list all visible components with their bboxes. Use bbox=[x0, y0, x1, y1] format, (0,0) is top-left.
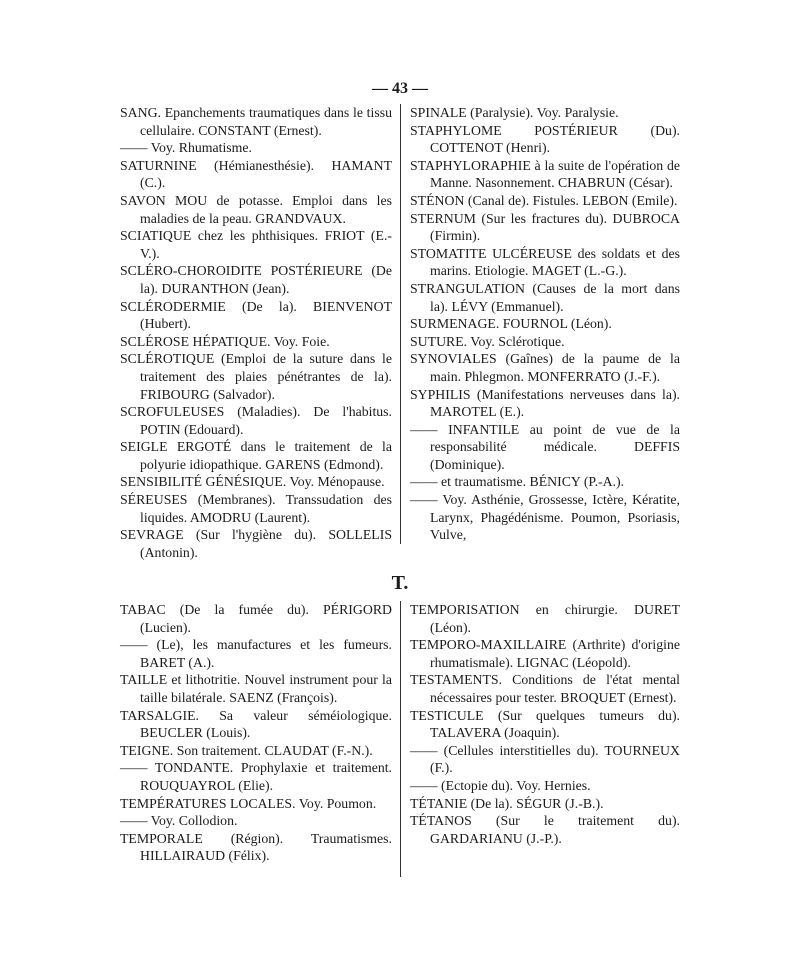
index-entry: SYPHILIS (Manifestations nerveuses dans la). MAROTEL (E.). bbox=[410, 386, 680, 420]
index-entry: SCLÉROTIQUE (Emploi de la suture dans le traitement des plaies pénétrantes de la). FRIBOURG (Salvador). bbox=[120, 351, 392, 402]
column-left bbox=[120, 104, 392, 561]
index-entry: SEIGLE ERGOTÉ dans le traitement de la polyurie idiopathique. GARENS (Edmond). bbox=[120, 439, 392, 472]
index-entry: STÉNON (Canal de). Fistules. LEBON (Emile). bbox=[410, 192, 678, 208]
section-heading: T. bbox=[391, 572, 409, 594]
index-entry: TEMPORISATION en chirurgie. DURET (Léon). bbox=[410, 602, 680, 635]
index-entry: TARSALGIE. Sa valeur séméiologique. BEUCLER (Louis). bbox=[120, 707, 392, 741]
column-divider bbox=[400, 104, 401, 544]
column-left bbox=[120, 601, 392, 865]
index-entry: SATURNINE (Hémianesthésie). HAMANT (C.). bbox=[120, 157, 392, 191]
index-entry: STRANGULATION (Causes de la mort dans la). LÉVY (Emmanuel). bbox=[410, 280, 680, 314]
index-entry: TEMPORALE (Région). Traumatismes. HILLAIRAUD (Félix). bbox=[120, 830, 392, 864]
index-entry: TEIGNE. Son traitement. CLAUDAT (F.-N.). bbox=[120, 742, 373, 758]
column-right bbox=[410, 601, 680, 847]
index-entry: TÉTANIE (De la). SÉGUR (J.-B.). bbox=[410, 795, 604, 811]
index-entry: —— (Cellules interstitielles du). TOURNEUX (F.). bbox=[410, 742, 680, 776]
index-entry: SURMENAGE. FOURNOL (Léon). bbox=[410, 316, 612, 332]
index-entry: SCLÉROSE HÉPATIQUE. Voy. Foie. bbox=[120, 333, 330, 349]
index-entry: SEVRAGE (Sur l'hygiène du). SOLLELIS (Antonin). bbox=[120, 527, 392, 560]
index-entry: TEMPÉRATURES LOCALES. Voy. Poumon. bbox=[120, 795, 377, 811]
index-entry: —— et traumatisme. BÉNICY (P.-A.). bbox=[410, 474, 625, 490]
index-entry: SCIATIQUE chez les phthisiques. FRIOT (E.-V.). bbox=[120, 228, 392, 261]
index-entry: STERNUM (Sur les fractures du). DUBROCA (Firmin). bbox=[410, 210, 680, 244]
index-entry: STAPHYLORAPHIE à la suite de l'opération de Manne. Nasonnement. CHABRUN (César). bbox=[410, 157, 680, 191]
index-entry: SCLÉRODERMIE (De la). BIENVENOT (Hubert). bbox=[120, 298, 392, 332]
index-entry: SCROFULEUSES (Maladies). De l'habitus. POTIN (Edouard). bbox=[120, 404, 392, 437]
index-entry: TAILLE et lithotritie. Nouvel instrument pour la taille bilatérale. SAENZ (François). bbox=[120, 672, 392, 705]
index-entry: SANG. Epanchements traumatiques dans le tissu cellulaire. CONSTANT (Ernest). bbox=[120, 105, 392, 138]
index-entry: TÉTANOS (Sur le traitement du). GARDARIANU (J.-P.). bbox=[410, 813, 680, 846]
index-entry: —— TONDANTE. Prophylaxie et traitement. ROUQUAYROL (Elie). bbox=[120, 760, 392, 793]
column-right bbox=[410, 104, 680, 544]
index-entry: —— (Le), les manufactures et les fumeurs. BARET (A.). bbox=[120, 637, 392, 670]
index-entry: TEMPORO-MAXILLAIRE (Arthrite) d'origine rhumatismale). LIGNAC (Léopold). bbox=[410, 637, 680, 670]
index-entry: TABAC (De la fumée du). PÉRIGORD (Lucien). bbox=[120, 602, 392, 635]
index-entry: SYNOVIALES (Gaînes) de la paume de la main. Phlegmon. MONFERRATO (J.-F.). bbox=[410, 351, 680, 384]
index-entry: —— Voy. Asthénie, Grossesse, Ictère, Kératite, Larynx, Phagédénisme. Poumon, Psoriasis, Vulve, bbox=[410, 492, 680, 543]
index-entry: SCLÉRO-CHOROIDITE POSTÉRIEURE (De la). DURANTHON (Jean). bbox=[120, 263, 392, 296]
index-entry: STAPHYLOME POSTÉRIEUR (Du). COTTENOT (Henri). bbox=[410, 122, 680, 156]
index-entry: SAVON MOU de potasse. Emploi dans les maladies de la peau. GRANDVAUX. bbox=[120, 192, 392, 226]
index-entry: TESTAMENTS. Conditions de l'état mental nécessaires pour tester. BROQUET (Ernest). bbox=[410, 672, 680, 705]
index-entry: —— (Ectopie du). Voy. Hernies. bbox=[410, 777, 591, 793]
index-entry: TESTICULE (Sur quelques tumeurs du). TALAVERA (Joaquin). bbox=[410, 707, 680, 741]
index-entry: —— Voy. Rhumatisme. bbox=[120, 140, 252, 156]
index-entry: SPINALE (Paralysie). Voy. Paralysie. bbox=[410, 105, 619, 120]
index-entry: SÉREUSES (Membranes). Transsudation des liquides. AMODRU (Laurent). bbox=[120, 492, 392, 525]
index-entry: —— INFANTILE au point de vue de la responsabilité médicale. DEFFIS (Dominique). bbox=[410, 421, 680, 472]
index-entry: —— Voy. Collodion. bbox=[120, 813, 238, 829]
index-entry: STOMATITE ULCÉREUSE des soldats et des marins. Etiologie. MAGET (L.-G.). bbox=[410, 245, 680, 279]
page-number: — 43 — bbox=[372, 80, 428, 97]
index-entry: SENSIBILITÉ GÉNÉSIQUE. Voy. Ménopause. bbox=[120, 474, 385, 490]
column-divider bbox=[400, 601, 401, 877]
index-entry: SUTURE. Voy. Sclérotique. bbox=[410, 333, 565, 349]
